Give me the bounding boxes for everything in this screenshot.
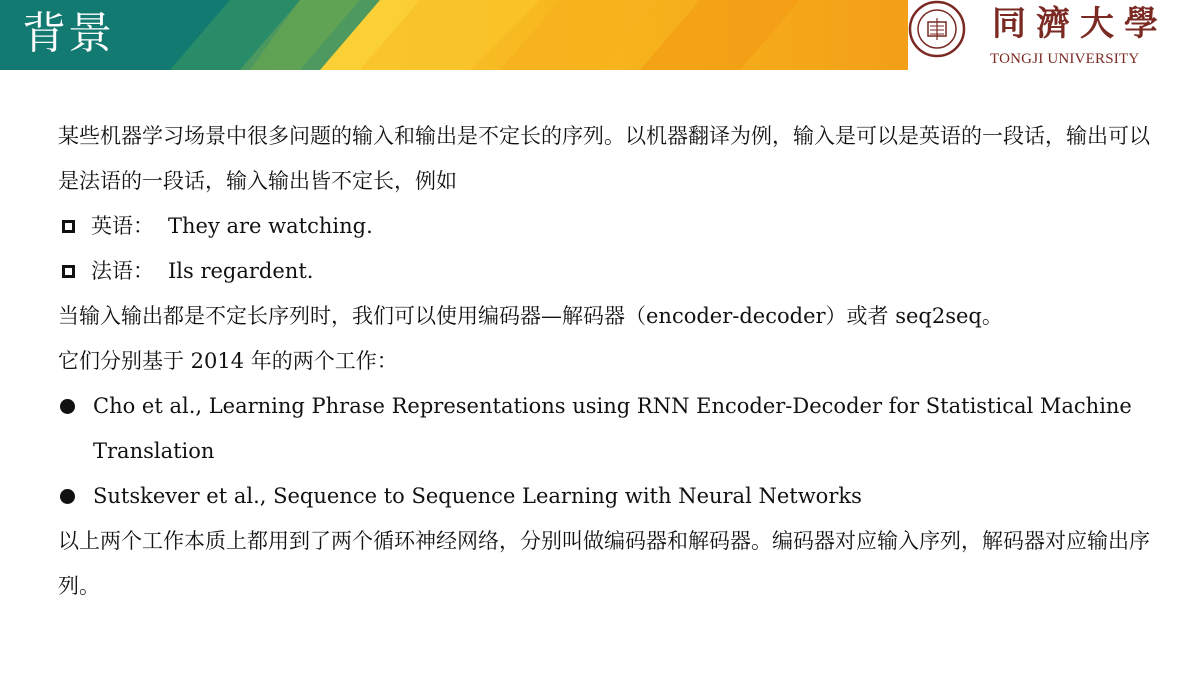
square-bullet-icon xyxy=(62,265,75,278)
reference-text: Cho et al., Learning Phrase Representations using RNN Encoder-Decoder for Statistical Machine Translation xyxy=(93,394,1132,463)
header-banner xyxy=(0,0,1200,70)
reference-item xyxy=(58,384,1168,474)
university-name-cn: 同濟大學 xyxy=(992,4,1168,44)
slide-body xyxy=(58,114,1168,609)
university-seal-icon xyxy=(908,0,966,58)
example-french xyxy=(58,249,1168,294)
reference-text: Sutskever et al., Sequence to Sequence Learning with Neural Networks xyxy=(93,484,862,508)
works-intro: 它们分别基于 2014 年的两个工作： xyxy=(58,349,398,373)
example-text: Ils regardent. xyxy=(168,259,314,283)
encoder-decoder-paragraph: 当输入输出都是不定长序列时，我们可以使用编码器—解码器（encoder-decoder）或者 seq2seq。 xyxy=(58,304,1003,328)
reference-item xyxy=(58,474,1168,519)
bullet-dot-icon xyxy=(60,489,75,504)
summary-paragraph: 以上两个工作本质上都用到了两个循环神经网络，分别叫做编码器和解码器。编码器对应输入序列，解码器对应输出序列。 xyxy=(58,529,1150,598)
square-bullet-icon xyxy=(62,220,75,233)
page-title: 背景 xyxy=(22,8,114,59)
bullet-dot-icon xyxy=(60,399,75,414)
university-name-en: TONGJI UNIVERSITY xyxy=(990,51,1140,67)
example-label: 英语： xyxy=(91,214,154,238)
example-english xyxy=(58,204,1168,249)
university-logo xyxy=(908,0,1200,70)
intro-paragraph: 某些机器学习场景中很多问题的输入和输出是不定长的序列。以机器翻译为例，输入是可以是英语的一段话，输出可以是法语的一段话，输入输出皆不定长，例如 xyxy=(58,124,1150,193)
example-text: They are watching. xyxy=(168,214,373,238)
example-label: 法语： xyxy=(91,259,154,283)
